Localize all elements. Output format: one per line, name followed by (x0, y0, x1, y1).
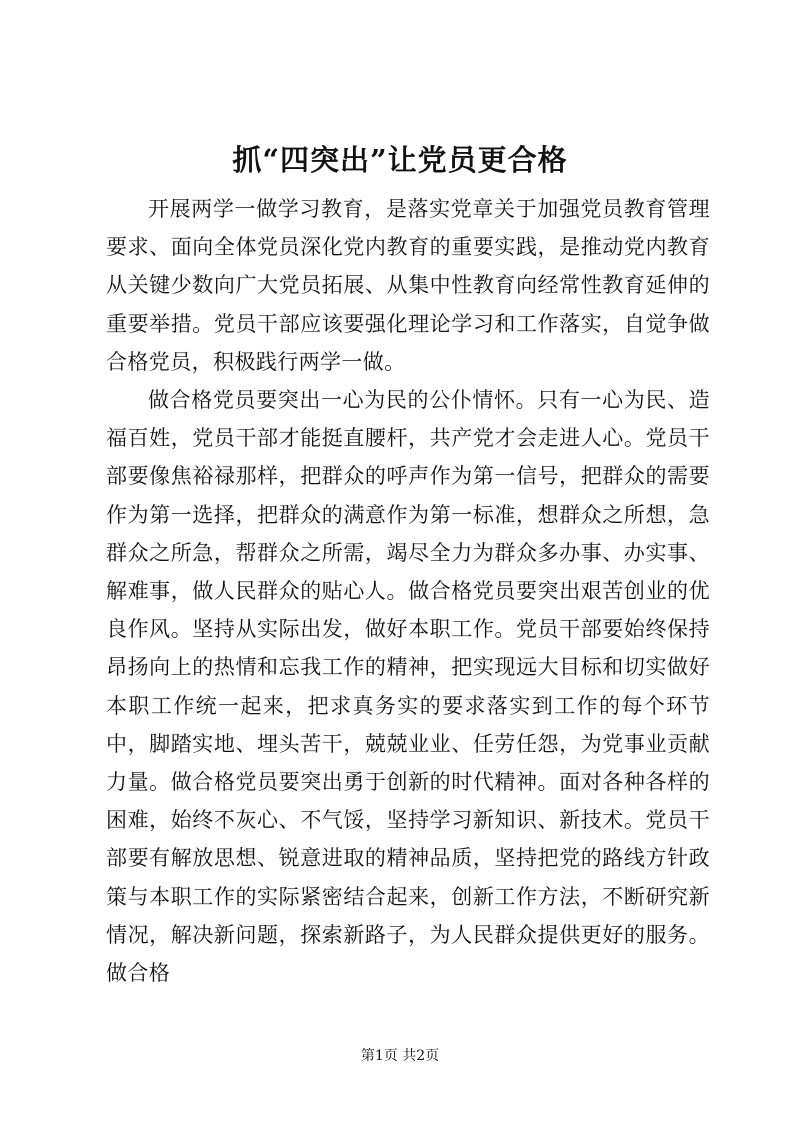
paragraph-2: 做合格党员要突出一心为民的公仆情怀。只有一心为民、造福百姓，党员干部才能挺直腰杆，共产党才会走进人心。党员干部要像焦裕禄那样，把群众的呼声作为第一信号，把群众的需要作为第一选择，把群众的满意作为第一标准，想群众之所想，急群众之所急，帮群众之所需，竭尽全力为群众多办事、办实事、解难事，做人民群众的贴心人。做合格党员要突出艰苦创业的优良作风。坚持从实际出发，做好本职工作。党员干部要始终保持昂扬向上的热情和忘我工作的精神，把实现远大目标和切实做好本职工作统一起来，把求真务实的要求落实到工作的每个环节中，脚踏实地、埋头苦干，兢兢业业、任劳任怨，为党事业贡献力量。做合格党员要突出勇于创新的时代精神。面对各种各样的困难，始终不灰心、不气馁，坚持学习新知识、新技术。党员干部要有解放思想、锐意进取的精神品质，坚持把党的路线方针政策与本职工作的实际紧密结合起来，创新工作方法，不断研究新情况，解决新问题，探索新路子，为人民群众提供更好的服务。做合格 (106, 388, 710, 986)
document-title: 抓“四突出”让党员更合格 (232, 143, 568, 177)
page-footer (0, 1046, 800, 1066)
document-body (106, 190, 710, 992)
page-number-label: 第1页 共2页 (360, 1048, 440, 1064)
paragraph-1: 开展两学一做学习教育，是落实党章关于加强党员教育管理要求、面向全体党员深化党内教育的重要实践，是推动党内教育从关键少数向广大党员拓展、从集中性教育向经常性教育延伸的重要举措。党员干部应该要强化理论学习和工作落实，自觉争做合格党员，积极践行两学一做。 (106, 197, 710, 374)
